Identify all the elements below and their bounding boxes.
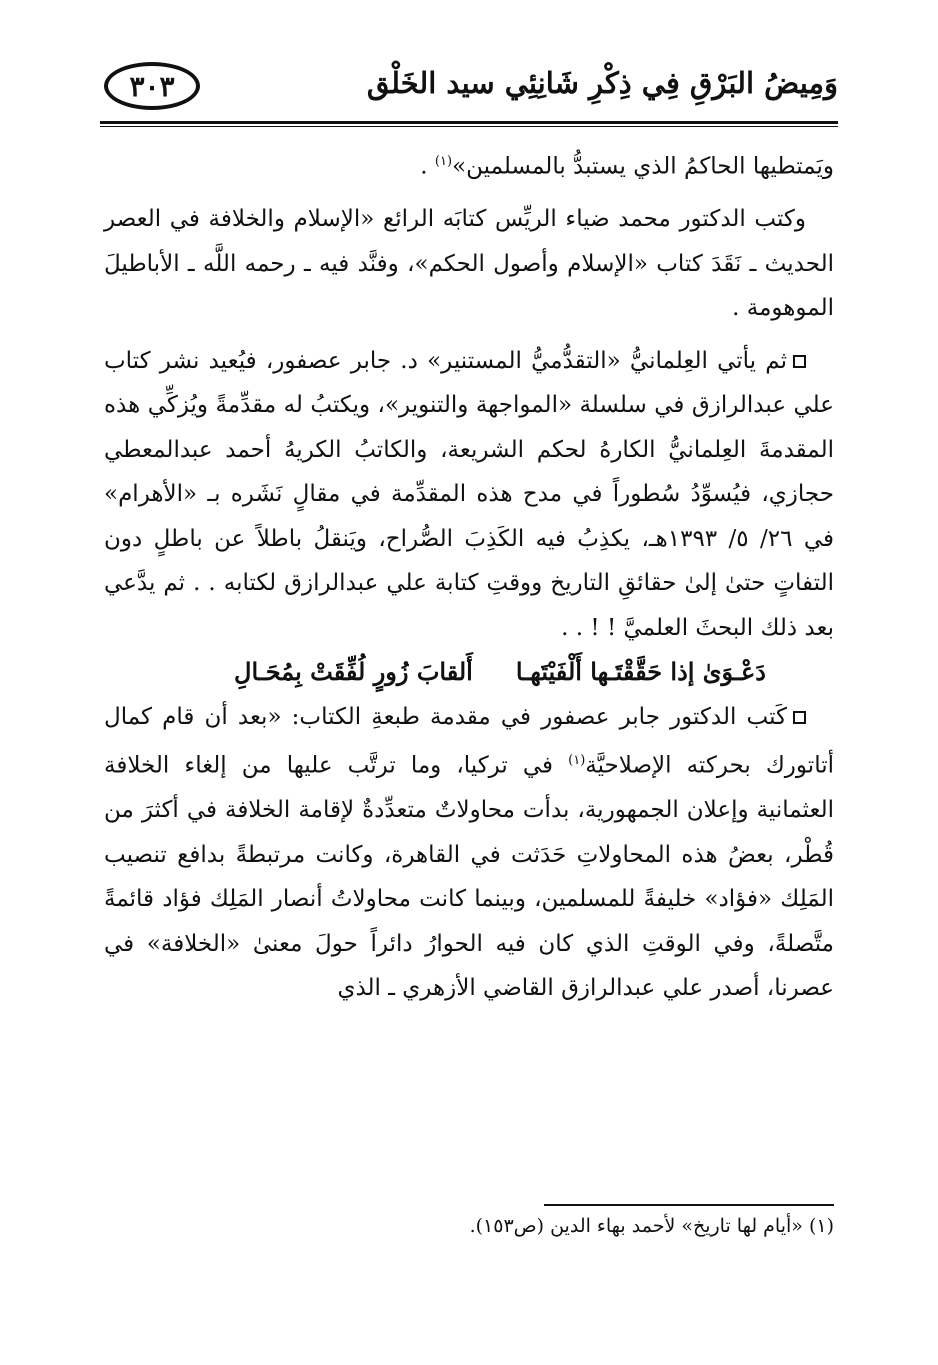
paragraph-text: ثم يأتي العِلمانيُّ «التقدُّميُّ المستنير» د. جابر عصفور، فيُعيد نشر كتاب علي عبدالرازق في سلسلة «المواجهة والتنوير»، ويكتبُ له مقدِّمةً ويُزكِّي هذه المقدمةَ العِلمانيُّ الكارهُ لحكم الشريعة، والكاتبُ الكريهُ أحمد عبدالمعطي حجازي، فيُسوِّدُ سُطوراً في مدح هذه المقدِّمة في مقالٍ نَشَره بـ «الأهرام» في ٢٦/ ٥/ ١٣٩٣هـ، يكذِبُ فيه الكَذِبَ الصُّراح، ويَنقلُ باطلاً عن باطلٍ دون التفاتٍ حتىٰ إلىٰ حقائقِ التاريخ ووقتِ كتابة علي عبدالرازق لكتابه . . ثم يدَّعي بعد ذلك البحثَ العلميَّ ! ! . . — [104, 347, 835, 641]
paragraph-text: كَتب الدكتور جابر عصفور في مقدمة طبعةِ الكتاب: «بعد أن قام كمال أتاتورك بحركته الإصلاحيَّة — [104, 703, 834, 779]
page-number: ٣٠٣ — [129, 69, 175, 103]
paragraph — [104, 695, 834, 1011]
footnote: (١) «أيام لها تاريخ» لأحمد بهاء الدين (ص١٥٣). — [469, 1215, 834, 1237]
square-bullet-icon — [793, 355, 806, 368]
footnote-rule — [544, 1204, 834, 1206]
verse-right-hemistich: دَعْـوَىٰ إذا حَقَّقْتَـها أَلْفَيْتَهـا — [515, 657, 766, 687]
paragraph-tail: . — [420, 153, 435, 180]
paragraph — [104, 197, 834, 331]
paragraph-text: ويَمتطيها الحاكمُ الذي يستبدُّ بالمسلمين» — [452, 153, 834, 180]
poetry-verse — [104, 650, 834, 695]
footnote-ref: (١) — [434, 154, 453, 169]
verse-left-hemistich: أَلقابَ زُورٍ لُفِّقَتْ بِمُحَـالِ — [234, 657, 473, 687]
square-bullet-icon — [793, 711, 806, 724]
header-rule-thin — [100, 126, 838, 127]
page-number-badge — [104, 62, 200, 110]
paragraph — [104, 140, 834, 189]
paragraph — [104, 339, 834, 651]
header-rule — [100, 121, 838, 124]
paragraph-text: وكتب الدكتور محمد ضياء الريِّس كتابَه الرائع «الإسلام والخلافة في العصر الحديث ـ نَقَدَ كتاب «الإسلام وأصول الحكم»، وفنَّد فيه ـ رحمه اللَّه ـ الأباطيلَ الموهومة . — [104, 206, 834, 322]
body-text — [104, 140, 834, 1011]
paragraph-tail: في تركيا، وما ترتَّب عليها من إلغاء الخلافة العثمانية وإعلان الجمهورية، بدأت محاولاتٌ متعدِّدةٌ لإقامة الخلافة في أكثرَ من قُطْر، بعضُ هذه المحاولاتِ حَدَثت في القاهرة، وكانت مرتبطةً بدافع تنصيب المَلِك «فؤاد» خليفةً للمسلمين، وبينما كانت محاولاتُ أنصار المَلِك فؤاد قائمةً متَّصلةً، وفي الوقتِ الذي كان فيه الحوارُ دائراً حولَ معنىٰ «الخلافة» في عصرنا، أصدر علي عبدالرازق القاضي الأزهري ـ الذي — [104, 752, 834, 1002]
footnote-ref: (١) — [568, 753, 586, 769]
page-header — [100, 60, 838, 122]
running-title: وَمِيضُ البَرْقِ فِي ذِكْرِ شَانِئِي سيد الخَلْق — [366, 66, 838, 100]
